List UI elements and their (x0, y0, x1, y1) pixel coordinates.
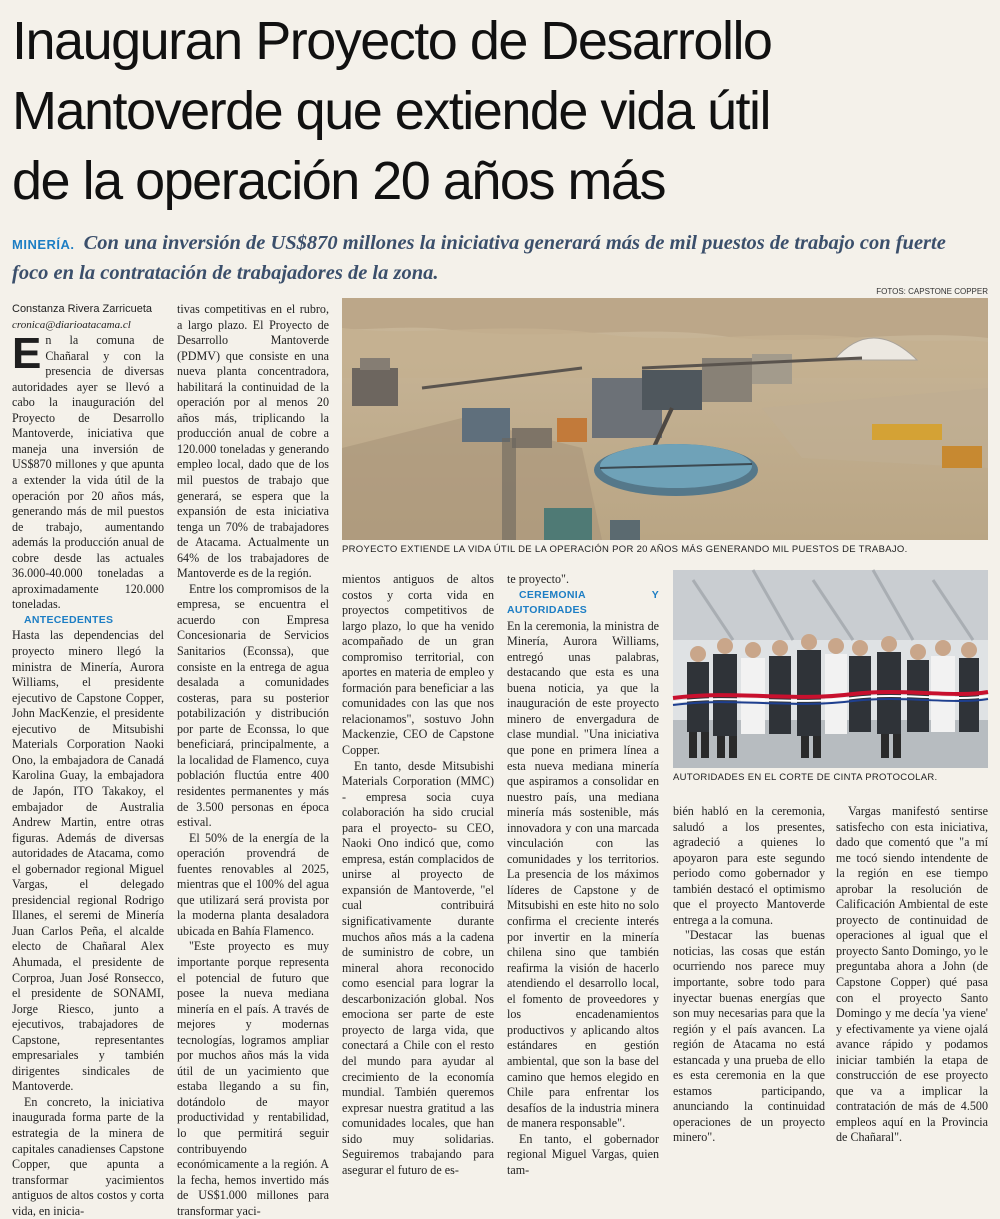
drop-cap: E (12, 329, 42, 379)
main-photo-caption: PROYECTO EXTIENDE LA VIDA ÚTIL DE LA OPERACIÓN POR 20 AÑOS MÁS GENERANDO MIL PUESTOS DE TRABAJO. (342, 544, 908, 555)
col3-p2: En tanto, desde Mitsubishi Materials Corporation (MMC) - empresa socia cuya colaboración ha sido crucial para el proyecto- su CEO, Naoki Ono indicó que, como empresa, están complacidos de unirse al proyecto de expansión de Mantoverde, "el cual contribuirá significativamente durante muchos años más a la cadena de suministro de cobre, un mineral ahora reconocido como esencial para lograr la descarbonización global. Nos emociona ser parte de este proyecto de larga vida, que conectará a Chile con el resto del mundo para ayudar al crecimiento de la economía mundial. También queremos expresar nuestra gratitud a las comunidades locales, que han sido muy solidarias. Seguiremos trabajando para asegurar el futuro de es- (342, 758, 494, 1177)
col2-p2: Entre los compromisos de la empresa, se encuentra el acuerdo con Empresa Concesionaria de Servicios Sanitarios (Econssa), que consiste en la entrega de agua desalada a comunidades costeras, para su posterior potabilización y distribución por parte de Econssa, lo que beneficiará, principalmente, a la localidad de Flamenco, cuya población fluctúa entre 400 residentes permanentes y más de 3.500 personas en época estival. (177, 581, 329, 830)
column-3 (342, 572, 494, 1177)
headline-line-1: Inauguran Proyecto de Desarrollo (12, 11, 772, 71)
col5-p2: "Destacar las buenas noticias, las cosas que están ocurriendo nos parece muy importante, sobre todo para inyectar buenas energías que son muy necesarias para que la región y el país avancen. La región de Atacama no está estancada y una prueba de ello es esta ceremonia en la que estamos participando, anunciando la continuidad operaciones de un proyecto minero". (673, 928, 825, 1145)
column-4 (507, 572, 659, 1177)
column-6 (836, 804, 988, 1145)
col5-p1: bién habló en la ceremonia, saludó a los presentes, agradeció a quienes lo apoyaron para este segundo periodo como gobernador y también destacó el optimismo que el proyecto Mantoverde entrega a la comuna. (673, 804, 825, 927)
section-tag: MINERÍA. (12, 237, 75, 252)
ceremony-photo-caption: AUTORIDADES EN EL CORTE DE CINTA PROTOCOLAR. (673, 772, 938, 783)
col1-p3: En concreto, la iniciativa inaugurada forma parte de la estrategia de la minera de capitales canadienses Capstone Copper, que apunta a transformar yacimientos antiguos de altos costos y corta vida, en inicia- (12, 1094, 164, 1218)
col2-p3: El 50% de la energía de la operación provendrá de fuentes renovables al 2025, mientras que el 100% del agua que utilizará será provista por la moderna planta desaladora ubicada en Bahía Flamenco. (177, 830, 329, 938)
column-2 (177, 302, 329, 1218)
main-photo (342, 298, 988, 540)
col3-p1: mientos antiguos de altos costos y corta vida en proyectos competitivos de largo plazo, lo que ha venido acompañado de un gran compromiso territorial, con aportes en materia de empleo y formación para beneficiar a las comunidades con las que nos relacionamos", sostuvo John Mackenzie, CEO de Capstone Copper. (342, 572, 494, 758)
thickener-tank (594, 444, 758, 496)
lead-paragraph (12, 329, 164, 613)
ceremony-photo (673, 570, 988, 768)
byline-author: Constanza Rivera Zarricueta (12, 303, 153, 315)
headline-line-2: Mantoverde que extiende vida útil (12, 81, 771, 141)
headline (12, 6, 992, 216)
subhead-antecedentes: ANTECEDENTES (24, 613, 114, 626)
col4-p3: En tanto, el gobernador regional Miguel Vargas, quien tam- (507, 1131, 659, 1177)
col4-p1: te proyecto". (507, 572, 570, 586)
column-1 (12, 302, 164, 1218)
byline-email: cronica@diarioatacama.cl (12, 318, 131, 331)
photo-credit: FOTOS: CAPSTONE COPPER (876, 287, 988, 296)
col1-p2: Hasta las dependencias del proyecto minero llegó la ministra de Minería, Aurora Williams, el presidente ejecutivo de Capstone Copper, John MacKenzie, el presidente ejecutivo de Mitsubishi Materials Corporation Naoki Ono, la embajadora de Canadá Karolina Guay, la embajadora de Japón, ITO Takakoy, el embajador de Australia Andrew Martin, entre otras figuras. Además de diversas autoridades de Atacama, como el gobernador regional Miguel Vargas, el delegado presidencial regional Rodrigo Illanes, el seremi de Minería Juan Carlos Peña, el alcalde electo de Chañaral Alex Ahumada, el presidente de Corproa, Juan José Ronsecco, el presidente de SONAMI, Jorge Riesco, junto a ejecutivos, trabajadores de Capstone, representantes empresariales y también dirigentes sindicales de Mantoverde. (12, 628, 164, 1094)
col2-p1: tivas competitivas en el rubro, a largo plazo. El Proyecto de Desarrollo Mantoverde (PDMV) que consiste en una nueva planta concentradora, habilitará la continuidad de la operación por al menos 20 años más, triplicando la producción anual de cobre a 120.000 toneladas y generando empleo local, dado que de los mil puestos de trabajo que generará, se espera que la expansión de esta iniciativa tenga un 70% de trabajadores de Atacama. Actualmente un 64% de los trabajadores de Mantoverde es de la región. (177, 302, 329, 581)
col1-p1: n la comuna de Chañaral y con la presencia de diversas autoridades ayer se llevó a cabo la inauguración del Proyecto de Desarrollo Mantoverde, iniciativa que maneja una inversión de US$870 millones y que apunta a extender la vida útil de la operación por 20 años más, generando más de mil puestos de trabajo, aumentando además la producción anual de cobre desde las actuales 36.000-40.000 toneladas a aproximadamente 120.000 toneladas. (12, 333, 164, 612)
deck (12, 229, 987, 287)
deck-text: Con una inversión de US$870 millones la iniciativa generará más de mil puestos de trabajo con fuerte foco en la contratación de trabajadores de la zona. (12, 232, 946, 284)
column-5 (673, 804, 825, 1145)
headline-line-3: de la operación 20 años más (12, 151, 665, 211)
subhead-ceremonia: CEREMONIA Y AUTORIDADES (507, 588, 659, 617)
col4-p2: En la ceremonia, la ministra de Minería, Aurora Williams, entregó unas palabras, destacando que esta es una buena noticia, ya que la inauguración de este proyecto minero de envergadura de clase mundial. "Una iniciativa que pone en primera línea a esta nueva mediana minería que aspiramos a consolidar en nuestro país, una mediana minería más sostenible, más innovadora y con una marcada vinculación con las comunidades y los territorios. La presencia de los máximos líderes de Capstone y de Mitsubishi en este hito no solo confirma el creciente interés por invertir en la minería chilena sino que también reafirma la visión de hacerlo atendiendo el desarrollo local, el fomento de proveedores y los encadenamientos productivos y aplicando altos estándares en gestión ambiental, que son la base del camino que hemos elegido en Chile para enfrentar los desafíos de la industria minera de manera responsable". (507, 618, 659, 1131)
col6-p1: Vargas manifestó sentirse satisfecho con esta iniciativa, dado que comentó que "a mí me tocó siendo intendente de la región en ese tiempo aprobar la resolución de Calificación Ambiental de este proyecto de continuidad de operaciones al igual que el proyecto Santo Domingo, yo le preguntaba ahora a John (de Capstone Copper) qué pasa con el proyecto Santo Domingo y me decía 'ya viene' y efectivamente ya viene ojalá avance rápido y podamos iniciar también la etapa de construcción de ese proyecto que va a implicar la contratación de más de 4.500 empleos aquí en la Provincia de Chañaral". (836, 804, 988, 1145)
col2-p4: "Este proyecto es muy importante porque representa el potencial de futuro que posee la nueva mediana minería en el país. A través de mejores y modernas tecnologías, logramos ampliar por muchos años más la vida útil de un yacimiento que estaba llegando a su fin, dotándolo de mayor productividad y rentabilidad, lo que permitirá seguir contribuyendo económicamente a la región. A la fecha, hemos invertido más de US$1.000 millones para transformar yaci- (177, 939, 329, 1218)
